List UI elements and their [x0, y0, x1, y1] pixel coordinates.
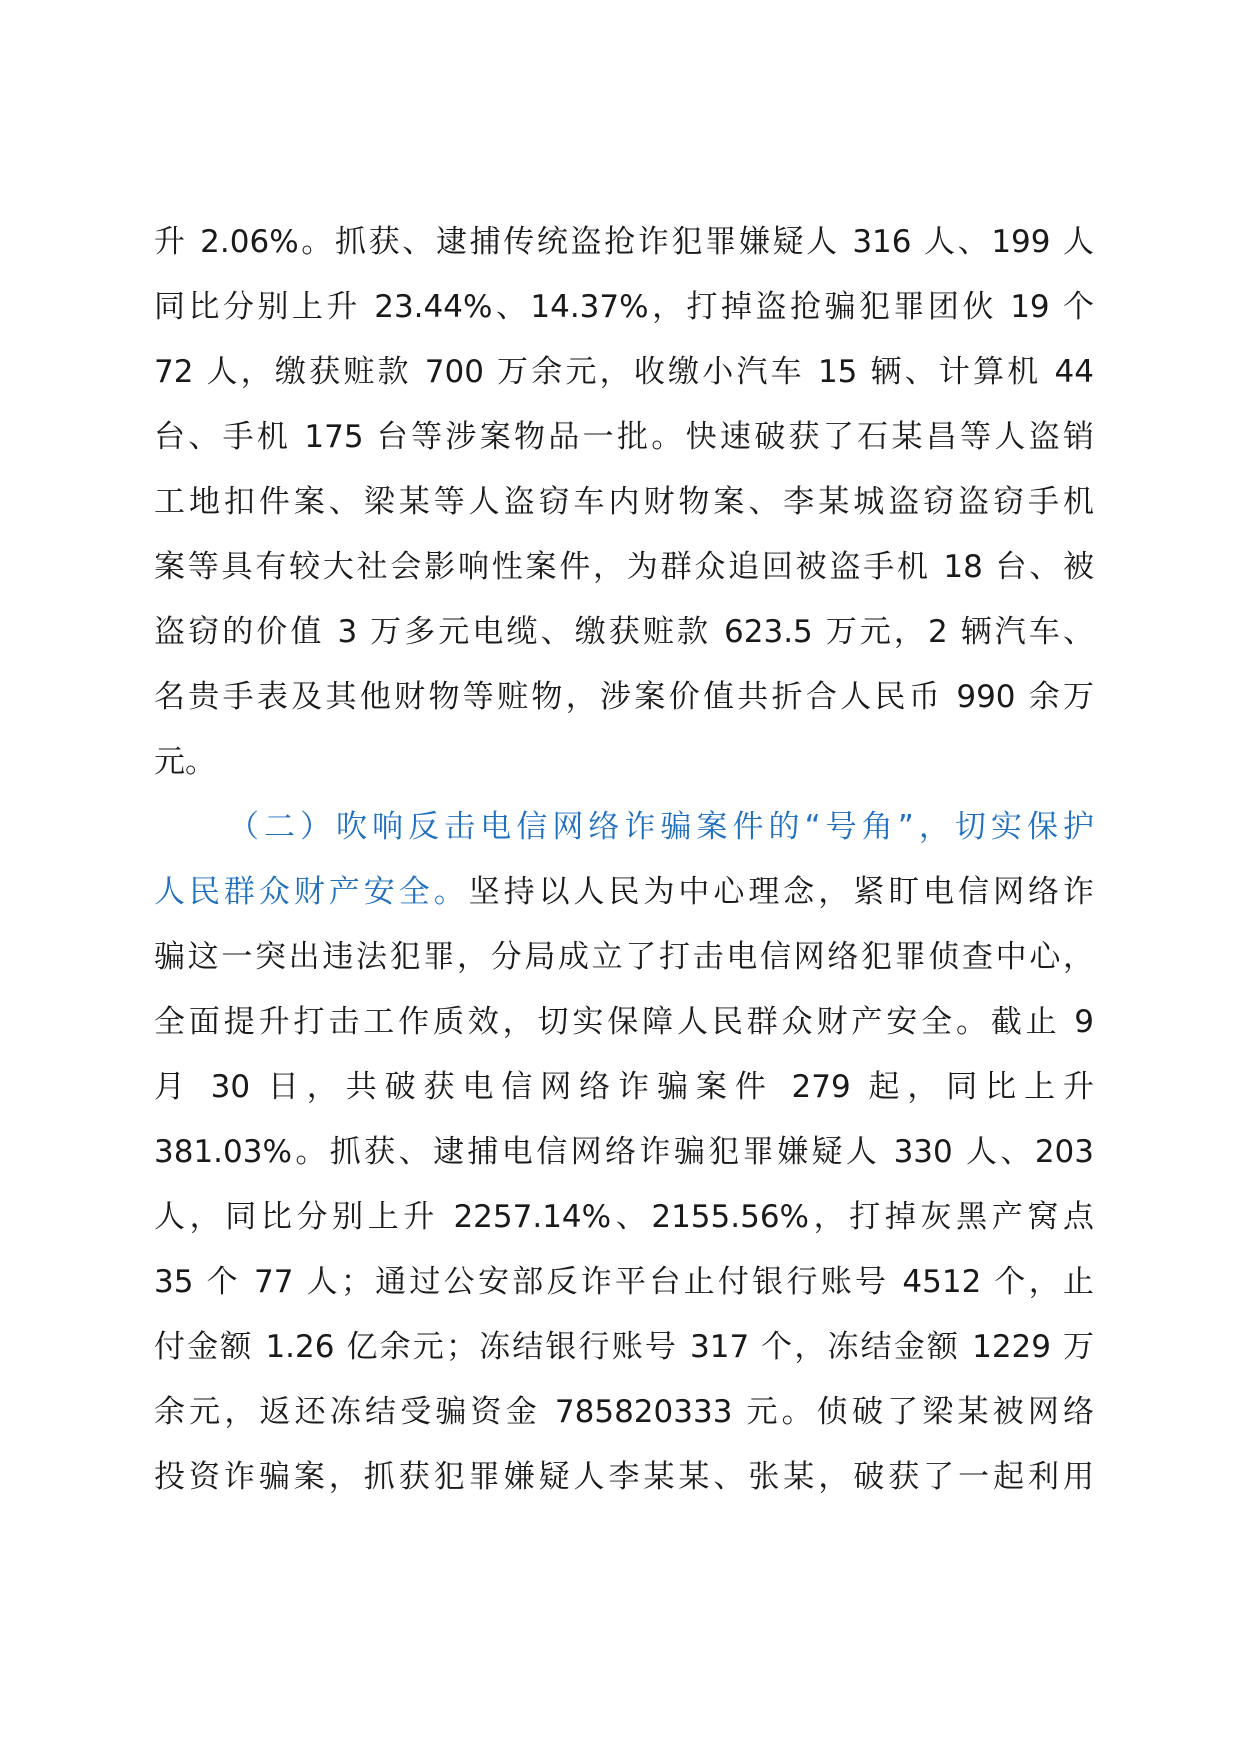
text-line: 全面提升打击工作质效，切实保障人民群众财产安全。截止 9 [154, 1004, 1094, 1040]
section-heading-continued: 人民群众财产安全。 [154, 874, 469, 910]
text-line: 投资诈骗案，抓获犯罪嫌疑人李某某、张某，破获了一起利用 [154, 1459, 1094, 1495]
text-line: 72 人，缴获赃款 700 万余元，收缴小汽车 15 辆、计算机 44 [154, 354, 1094, 390]
paragraph-theft-cases [154, 210, 1094, 795]
text-line: 盗窃的价值 3 万多元电缆、缴获赃款 623.5 万元，2 辆汽车、 [154, 614, 1094, 650]
text-line [154, 860, 1094, 925]
text-segment: 坚持以人民为中心理念，紧盯电信网络诈 [468, 874, 1095, 910]
text-line: 工地扣件案、梁某等人盗窃车内财物案、李某城盗窃盗窃手机 [154, 484, 1094, 520]
text-line: 月 30 日，共破获电信网络诈骗案件 279 起，同比上升 [154, 1069, 1094, 1105]
section-heading-line [154, 795, 1094, 860]
paragraph-telecom-fraud [154, 795, 1094, 1510]
text-line: 案等具有较大社会影响性案件，为群众追回被盗手机 18 台、被 [154, 549, 1094, 585]
text-line: 名贵手表及其他财物等赃物，涉案价值共折合人民币 990 余万 [154, 679, 1094, 715]
text-line: 35 个 77 人；通过公安部反诈平台止付银行账号 4512 个，止 [154, 1264, 1094, 1300]
text-line: 余元，返还冻结受骗资金 785820333 元。侦破了梁某被网络 [154, 1394, 1094, 1430]
text-line: 元。 [154, 744, 216, 780]
text-line: 付金额 1.26 亿余元；冻结银行账号 317 个，冻结金额 1229 万 [154, 1329, 1094, 1365]
section-heading: （二）吹响反击电信网络诈骗案件的“号角”，切实保护 [228, 809, 1094, 845]
text-line: 升 2.06%。抓获、逮捕传统盗抢诈犯罪嫌疑人 316 人、199 人 [154, 224, 1094, 260]
document-body [154, 210, 1094, 1510]
text-line: 381.03%。抓获、逮捕电信网络诈骗犯罪嫌疑人 330 人、203 [154, 1134, 1094, 1170]
text-line: 人，同比分别上升 2257.14%、2155.56%，打掉灰黑产窝点 [154, 1199, 1094, 1235]
text-line: 台、手机 175 台等涉案物品一批。快速破获了石某昌等人盗销 [154, 419, 1094, 455]
text-line: 骗这一突出违法犯罪，分局成立了打击电信网络犯罪侦查中心， [154, 939, 1094, 975]
text-line: 同比分别上升 23.44%、14.37%，打掉盗抢骗犯罪团伙 19 个 [154, 289, 1094, 325]
